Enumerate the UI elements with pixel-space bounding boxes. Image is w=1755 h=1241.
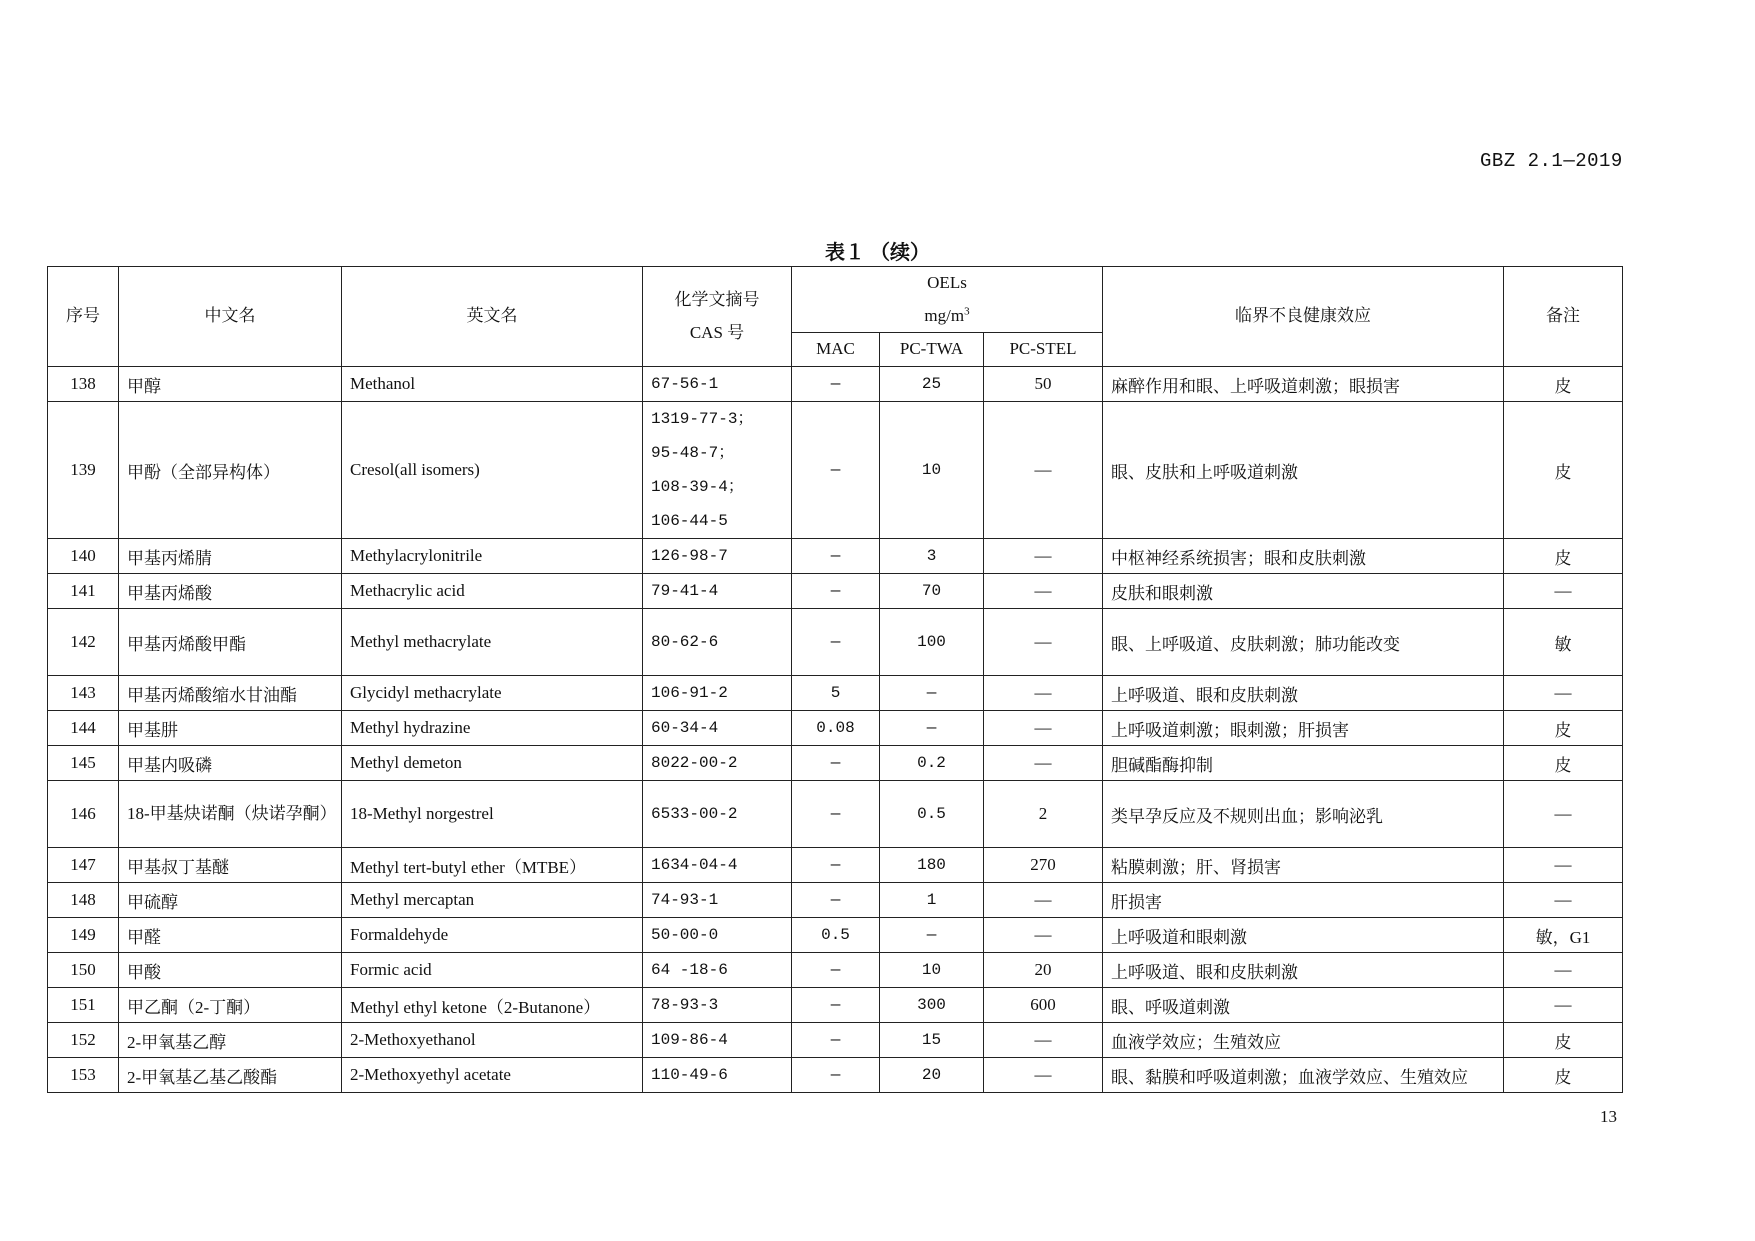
cell-mac: — <box>792 574 880 609</box>
cell-effect: 类早孕反应及不规则出血；影响泌乳 <box>1103 781 1504 848</box>
cas-number: 106-91-2 <box>651 684 728 702</box>
cell-mac: — <box>792 883 880 918</box>
cell-pc-stel: — <box>984 883 1103 918</box>
cell-en-name: Methyl mercaptan <box>342 883 643 918</box>
header-oels <box>792 267 1103 333</box>
cell-effect: 眼、上呼吸道、皮肤刺激；肺功能改变 <box>1103 609 1504 676</box>
header-pc-twa: PC-TWA <box>880 333 984 367</box>
cell-mac: — <box>792 988 880 1023</box>
table-row <box>48 676 1623 711</box>
cell-seq: 153 <box>48 1058 119 1093</box>
cell-note: — <box>1504 781 1623 848</box>
cell-pc-twa: 70 <box>880 574 984 609</box>
cell-cn-name: 甲硫醇 <box>119 883 342 918</box>
cell-cas <box>643 1058 792 1093</box>
cell-seq: 138 <box>48 367 119 402</box>
cell-cas <box>643 367 792 402</box>
cell-pc-twa: 300 <box>880 988 984 1023</box>
cell-cn-name: 2-甲氧基乙基乙酸酯 <box>119 1058 342 1093</box>
cas-number: 60-34-4 <box>651 719 719 737</box>
cell-effect: 中枢神经系统损害；眼和皮肤刺激 <box>1103 539 1504 574</box>
cas-number: 1319-77-3； <box>651 410 754 428</box>
cas-number: 8022-00-2 <box>651 754 738 772</box>
cell-mac: — <box>792 781 880 848</box>
cell-effect: 肝损害 <box>1103 883 1504 918</box>
cell-en-name: Formaldehyde <box>342 918 643 953</box>
cell-pc-stel: — <box>984 1023 1103 1058</box>
cell-seq: 148 <box>48 883 119 918</box>
cell-effect: 血液学效应；生殖效应 <box>1103 1023 1504 1058</box>
cell-note: 皮 <box>1504 367 1623 402</box>
cell-en-name: Glycidyl methacrylate <box>342 676 643 711</box>
cell-cn-name: 甲基丙烯酸缩水甘油酯 <box>119 676 342 711</box>
cell-seq: 139 <box>48 402 119 539</box>
cas-number: 110-49-6 <box>651 1066 728 1084</box>
cell-pc-twa: 1 <box>880 883 984 918</box>
table-row <box>48 848 1623 883</box>
cell-en-name: Methylacrylonitrile <box>342 539 643 574</box>
table-row <box>48 1023 1623 1058</box>
cell-effect: 上呼吸道、眼和皮肤刺激 <box>1103 676 1504 711</box>
cell-en-name: Cresol(all isomers) <box>342 402 643 539</box>
cell-effect: 上呼吸道、眼和皮肤刺激 <box>1103 953 1504 988</box>
cas-number: 74-93-1 <box>651 891 719 909</box>
cell-pc-twa: 20 <box>880 1058 984 1093</box>
cell-pc-stel: — <box>984 746 1103 781</box>
cell-cas <box>643 953 792 988</box>
table-row <box>48 988 1623 1023</box>
cell-seq: 145 <box>48 746 119 781</box>
cell-effect: 眼、皮肤和上呼吸道刺激 <box>1103 402 1504 539</box>
cell-mac: — <box>792 539 880 574</box>
table-row <box>48 883 1623 918</box>
cell-note: 皮 <box>1504 746 1623 781</box>
cell-cn-name: 18-甲基炔诺酮（炔诺孕酮） <box>119 781 342 848</box>
cell-en-name: 2-Methoxyethanol <box>342 1023 643 1058</box>
cas-number: 95-48-7； <box>651 444 735 462</box>
cell-cn-name: 甲醇 <box>119 367 342 402</box>
cell-seq: 149 <box>48 918 119 953</box>
header-cas-line1: 化学文摘号 <box>674 290 760 310</box>
cell-cas <box>643 746 792 781</box>
cell-cas <box>643 988 792 1023</box>
header-cas-line2: CAS 号 <box>689 322 745 342</box>
cas-number: 80-62-6 <box>651 633 719 651</box>
cell-seq: 150 <box>48 953 119 988</box>
cell-cas <box>643 883 792 918</box>
cell-seq: 146 <box>48 781 119 848</box>
cell-effect: 上呼吸道刺激；眼刺激；肝损害 <box>1103 711 1504 746</box>
cell-seq: 151 <box>48 988 119 1023</box>
cell-seq: 147 <box>48 848 119 883</box>
header-oels-unit-exp: 3 <box>964 304 970 317</box>
cell-cas <box>643 402 792 539</box>
cell-mac: 0.5 <box>792 918 880 953</box>
cell-mac: — <box>792 746 880 781</box>
cell-effect: 皮肤和眼刺激 <box>1103 574 1504 609</box>
cell-effect: 眼、呼吸道刺激 <box>1103 988 1504 1023</box>
cell-pc-stel: — <box>984 1058 1103 1093</box>
cell-pc-twa: 180 <box>880 848 984 883</box>
cell-note: — <box>1504 676 1623 711</box>
cell-cn-name: 甲基叔丁基醚 <box>119 848 342 883</box>
header-cn-name: 中文名 <box>119 267 342 367</box>
header-seq: 序号 <box>48 267 119 367</box>
cell-cn-name: 甲基内吸磷 <box>119 746 342 781</box>
table-row <box>48 918 1623 953</box>
cell-note: 敏，G1 <box>1504 918 1623 953</box>
cell-effect: 上呼吸道和眼刺激 <box>1103 918 1504 953</box>
header-oels-label: OELs <box>927 273 967 293</box>
oel-table <box>47 266 1623 1093</box>
table-row <box>48 609 1623 676</box>
cell-pc-twa: — <box>880 711 984 746</box>
cas-number: 126-98-7 <box>651 547 728 565</box>
cell-pc-stel: 600 <box>984 988 1103 1023</box>
cas-number: 1634-04-4 <box>651 856 738 874</box>
cell-cas <box>643 781 792 848</box>
cell-en-name: Methyl demeton <box>342 746 643 781</box>
cell-pc-stel: — <box>984 402 1103 539</box>
cell-note: 皮 <box>1504 1023 1623 1058</box>
cell-mac: 0.08 <box>792 711 880 746</box>
cell-note: — <box>1504 883 1623 918</box>
cell-mac: — <box>792 1023 880 1058</box>
cell-en-name: 2-Methoxyethyl acetate <box>342 1058 643 1093</box>
cas-number: 50-00-0 <box>651 926 719 944</box>
cell-pc-twa: 0.5 <box>880 781 984 848</box>
cell-seq: 140 <box>48 539 119 574</box>
header-pc-stel: PC-STEL <box>984 333 1103 367</box>
cell-note: 皮 <box>1504 539 1623 574</box>
cell-en-name: Methyl ethyl ketone（2-Butanone） <box>342 988 643 1023</box>
cas-number: 109-86-4 <box>651 1031 728 1049</box>
cell-seq: 142 <box>48 609 119 676</box>
cell-cas <box>643 676 792 711</box>
cell-pc-stel: 270 <box>984 848 1103 883</box>
cell-cas <box>643 609 792 676</box>
cell-effect: 眼、黏膜和呼吸道刺激；血液学效应、生殖效应 <box>1103 1058 1504 1093</box>
cell-pc-twa: 10 <box>880 953 984 988</box>
cell-pc-stel: 50 <box>984 367 1103 402</box>
table-body <box>48 367 1623 1093</box>
cell-mac: — <box>792 367 880 402</box>
cell-cn-name: 甲基丙烯酸甲酯 <box>119 609 342 676</box>
table-row <box>48 953 1623 988</box>
cell-pc-twa: 25 <box>880 367 984 402</box>
page-number: 13 <box>1600 1107 1617 1126</box>
cell-cn-name: 甲酚（全部异构体） <box>119 402 342 539</box>
cas-number: 78-93-3 <box>651 996 719 1014</box>
cell-cas <box>643 539 792 574</box>
header-cas <box>643 267 792 367</box>
cell-pc-twa: 15 <box>880 1023 984 1058</box>
cell-cas <box>643 574 792 609</box>
cell-note: — <box>1504 953 1623 988</box>
cell-en-name: Methyl methacrylate <box>342 609 643 676</box>
table-row <box>48 1058 1623 1093</box>
cell-cas <box>643 848 792 883</box>
cell-en-name: Formic acid <box>342 953 643 988</box>
cell-note: 皮 <box>1504 402 1623 539</box>
cell-pc-stel: — <box>984 539 1103 574</box>
cell-cas <box>643 711 792 746</box>
cell-pc-stel: — <box>984 676 1103 711</box>
cell-seq: 141 <box>48 574 119 609</box>
table-caption: 表１ （续） <box>825 242 930 264</box>
cell-pc-stel: — <box>984 574 1103 609</box>
table-row <box>48 574 1623 609</box>
cell-en-name: Methyl hydrazine <box>342 711 643 746</box>
table-row <box>48 539 1623 574</box>
cell-mac: — <box>792 848 880 883</box>
cell-cas <box>643 918 792 953</box>
cell-effect: 胆碱酯酶抑制 <box>1103 746 1504 781</box>
cell-note: 敏 <box>1504 609 1623 676</box>
cas-number: 106-44-5 <box>651 512 728 530</box>
header-en-name: 英文名 <box>342 267 643 367</box>
cell-en-name: Methanol <box>342 367 643 402</box>
cell-pc-twa: — <box>880 676 984 711</box>
table-row <box>48 402 1623 539</box>
header-oels-unit: mg/m <box>924 305 965 325</box>
table-row <box>48 746 1623 781</box>
cell-pc-stel: 20 <box>984 953 1103 988</box>
cell-note: 皮 <box>1504 711 1623 746</box>
cell-effect: 粘膜刺激；肝、肾损害 <box>1103 848 1504 883</box>
cas-number: 108-39-4； <box>651 478 744 496</box>
cell-cn-name: 甲乙酮（2-丁酮） <box>119 988 342 1023</box>
cell-cn-name: 甲基丙烯酸 <box>119 574 342 609</box>
cell-seq: 152 <box>48 1023 119 1058</box>
cell-effect: 麻醉作用和眼、上呼吸道刺激；眼损害 <box>1103 367 1504 402</box>
cell-mac: 5 <box>792 676 880 711</box>
cell-cn-name: 甲醛 <box>119 918 342 953</box>
cell-en-name: Methyl tert-butyl ether（MTBE） <box>342 848 643 883</box>
cell-mac: — <box>792 953 880 988</box>
cell-pc-stel: 2 <box>984 781 1103 848</box>
cell-en-name: Methacrylic acid <box>342 574 643 609</box>
cell-en-name: 18-Methyl norgestrel <box>342 781 643 848</box>
cell-seq: 144 <box>48 711 119 746</box>
standard-code: GBZ 2.1—2019 <box>1480 150 1623 172</box>
cas-number: 6533-00-2 <box>651 805 738 823</box>
cell-cn-name: 甲酸 <box>119 953 342 988</box>
header-note: 备注 <box>1504 267 1623 367</box>
cell-pc-stel: — <box>984 711 1103 746</box>
cell-mac: — <box>792 609 880 676</box>
cell-note: 皮 <box>1504 1058 1623 1093</box>
cell-pc-stel: — <box>984 918 1103 953</box>
table-row <box>48 367 1623 402</box>
cell-cn-name: 甲基丙烯腈 <box>119 539 342 574</box>
cas-number: 79-41-4 <box>651 582 719 600</box>
cell-mac: — <box>792 1058 880 1093</box>
cell-pc-twa: 3 <box>880 539 984 574</box>
cell-pc-stel: — <box>984 609 1103 676</box>
cell-pc-twa: 100 <box>880 609 984 676</box>
cell-note: — <box>1504 574 1623 609</box>
cas-number: 67-56-1 <box>651 375 719 393</box>
cell-pc-twa: — <box>880 918 984 953</box>
cell-note: — <box>1504 988 1623 1023</box>
cell-note: — <box>1504 848 1623 883</box>
table-row <box>48 781 1623 848</box>
cell-pc-twa: 0.2 <box>880 746 984 781</box>
cell-pc-twa: 10 <box>880 402 984 539</box>
cell-cas <box>643 1023 792 1058</box>
cell-cn-name: 甲基肼 <box>119 711 342 746</box>
cell-cn-name: 2-甲氧基乙醇 <box>119 1023 342 1058</box>
header-effect: 临界不良健康效应 <box>1103 267 1504 367</box>
cell-mac: — <box>792 402 880 539</box>
table-row <box>48 711 1623 746</box>
cell-seq: 143 <box>48 676 119 711</box>
cas-number: 64 -18-6 <box>651 961 728 979</box>
header-mac: MAC <box>792 333 880 367</box>
